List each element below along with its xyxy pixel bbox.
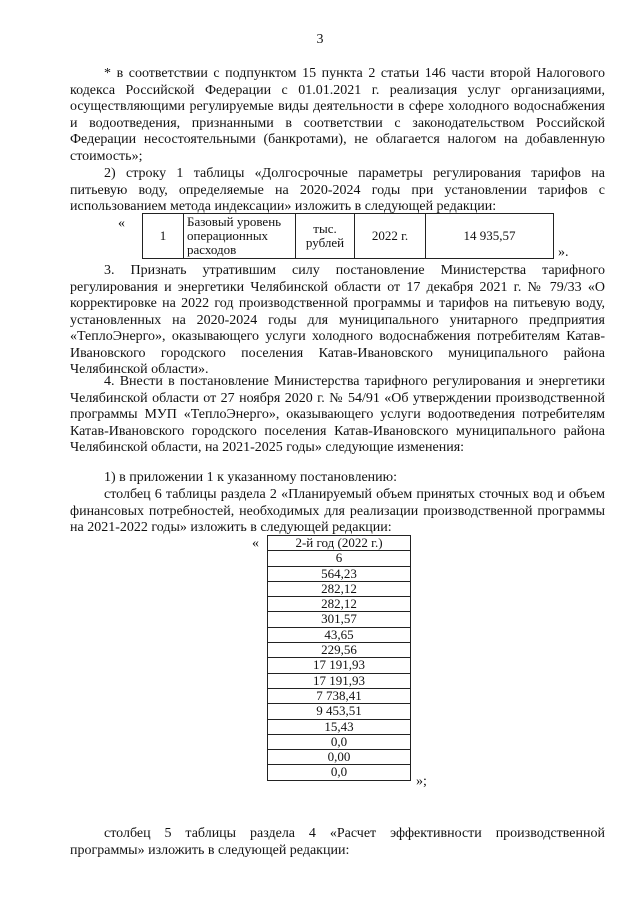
item2-paragraph: 2) строку 1 таблицы «Долгосрочные параметры регулирования тарифов на питьевую воду, определяемые на 2020-2024 годы при установлении тарифов с использованием метода индексации» изложить в следующей редакции:: [70, 166, 605, 214]
table-row: [268, 688, 411, 703]
table1-num: 1: [143, 214, 184, 259]
table-row: [268, 719, 411, 734]
column6-paragraph: столбец 6 таблицы раздела 2 «Планируемый объем принятых сточных вод и объем финансовых потребностей, необходимых для реализации производственной программы на 2021-2022 годы» изложить в следующей редакции:: [70, 487, 605, 535]
page-number: 3: [316, 32, 324, 47]
table-row: [268, 566, 411, 581]
table1-close-quote: ».: [558, 245, 569, 260]
table2-close-quote: »;: [416, 774, 427, 789]
table-row: [268, 627, 411, 642]
table-row: [268, 536, 411, 551]
table1-open-quote: «: [118, 216, 125, 231]
item4-1-paragraph: 1) в приложении 1 к указанному постановлению:: [104, 470, 398, 485]
table2-cell: 43,65: [268, 627, 411, 642]
table1: [142, 213, 554, 259]
table-row: [268, 673, 411, 688]
table-row: [268, 643, 411, 658]
table-row: [268, 551, 411, 566]
table1-name: Базовый уровень операционных расходов: [184, 214, 296, 259]
table2-cell: 7 738,41: [268, 688, 411, 703]
table2-cell: 282,12: [268, 597, 411, 612]
table2-cell: 6: [268, 551, 411, 566]
table2-cell: 282,12: [268, 581, 411, 596]
footnote-paragraph: * в соответствии с подпунктом 15 пункта 2 статьи 146 части второй Налогового кодекса Российской Федерации с 01.01.2021 г. реализация услуг организациями, осуществляющими регулируемые виды деятельности в сфере холодного водоснабжения и водоотведения, признанными в соответствии с законодательством Российской Федерации несостоятельными (банкротами), не облагается налогом на добавленную стоимость»;: [70, 66, 605, 164]
table2-header: 2-й год (2022 г.): [268, 536, 411, 551]
table-row: [268, 658, 411, 673]
column5-paragraph: столбец 5 таблицы раздела 4 «Расчет эффективности производственной программы» изложить в следующей редакции:: [70, 826, 605, 858]
table2-cell: 301,57: [268, 612, 411, 627]
table2-cell: 229,56: [268, 643, 411, 658]
table2-cell: 0,0: [268, 765, 411, 780]
table-row: [268, 750, 411, 765]
item3-paragraph: 3. Признать утратившим силу постановление Министерства тарифного регулирования и энергетики Челябинской области от 17 декабря 2021 г. № 79/33 «О корректировке на 2022 год производственной программы и тарифов на питьевую воду, установленных на 2020-2024 годы для муниципального унитарного предприятия «ТеплоЭнерго», оказывающего услуги холодного водоснабжения потребителям Катав-Ивановского городского поселения Катав-Ивановского муниципального района Челябинской области».: [70, 263, 605, 377]
table1-year: 2022 г.: [355, 214, 426, 259]
table2-open-quote: «: [252, 536, 259, 551]
table-row: [268, 704, 411, 719]
table-row: [268, 581, 411, 596]
table-row: [268, 734, 411, 749]
table2-cell: 9 453,51: [268, 704, 411, 719]
item4-paragraph: 4. Внести в постановление Министерства тарифного регулирования и энергетики Челябинской области от 27 ноября 2020 г. № 54/91 «Об утверждении производственной программы МУП «ТеплоЭнерго», оказывающего услуги водоотведения потребителям Катав-Ивановского городского поселения Катав-Ивановского муниципального района Челябинской области, на 2021-2025 годы» следующие изменения:: [70, 374, 605, 455]
table-row: [268, 765, 411, 780]
table1-value: 14 935,57: [426, 214, 554, 259]
table2-cell: 564,23: [268, 566, 411, 581]
table1-unit: тыс. рублей: [296, 214, 355, 259]
table-row: [268, 597, 411, 612]
table2-cell: 15,43: [268, 719, 411, 734]
table2-cell: 17 191,93: [268, 673, 411, 688]
table-row: [143, 214, 554, 259]
table2: [267, 535, 411, 781]
table2-cell: 0,00: [268, 750, 411, 765]
table2-cell: 0,0: [268, 734, 411, 749]
table2-cell: 17 191,93: [268, 658, 411, 673]
table-row: [268, 612, 411, 627]
